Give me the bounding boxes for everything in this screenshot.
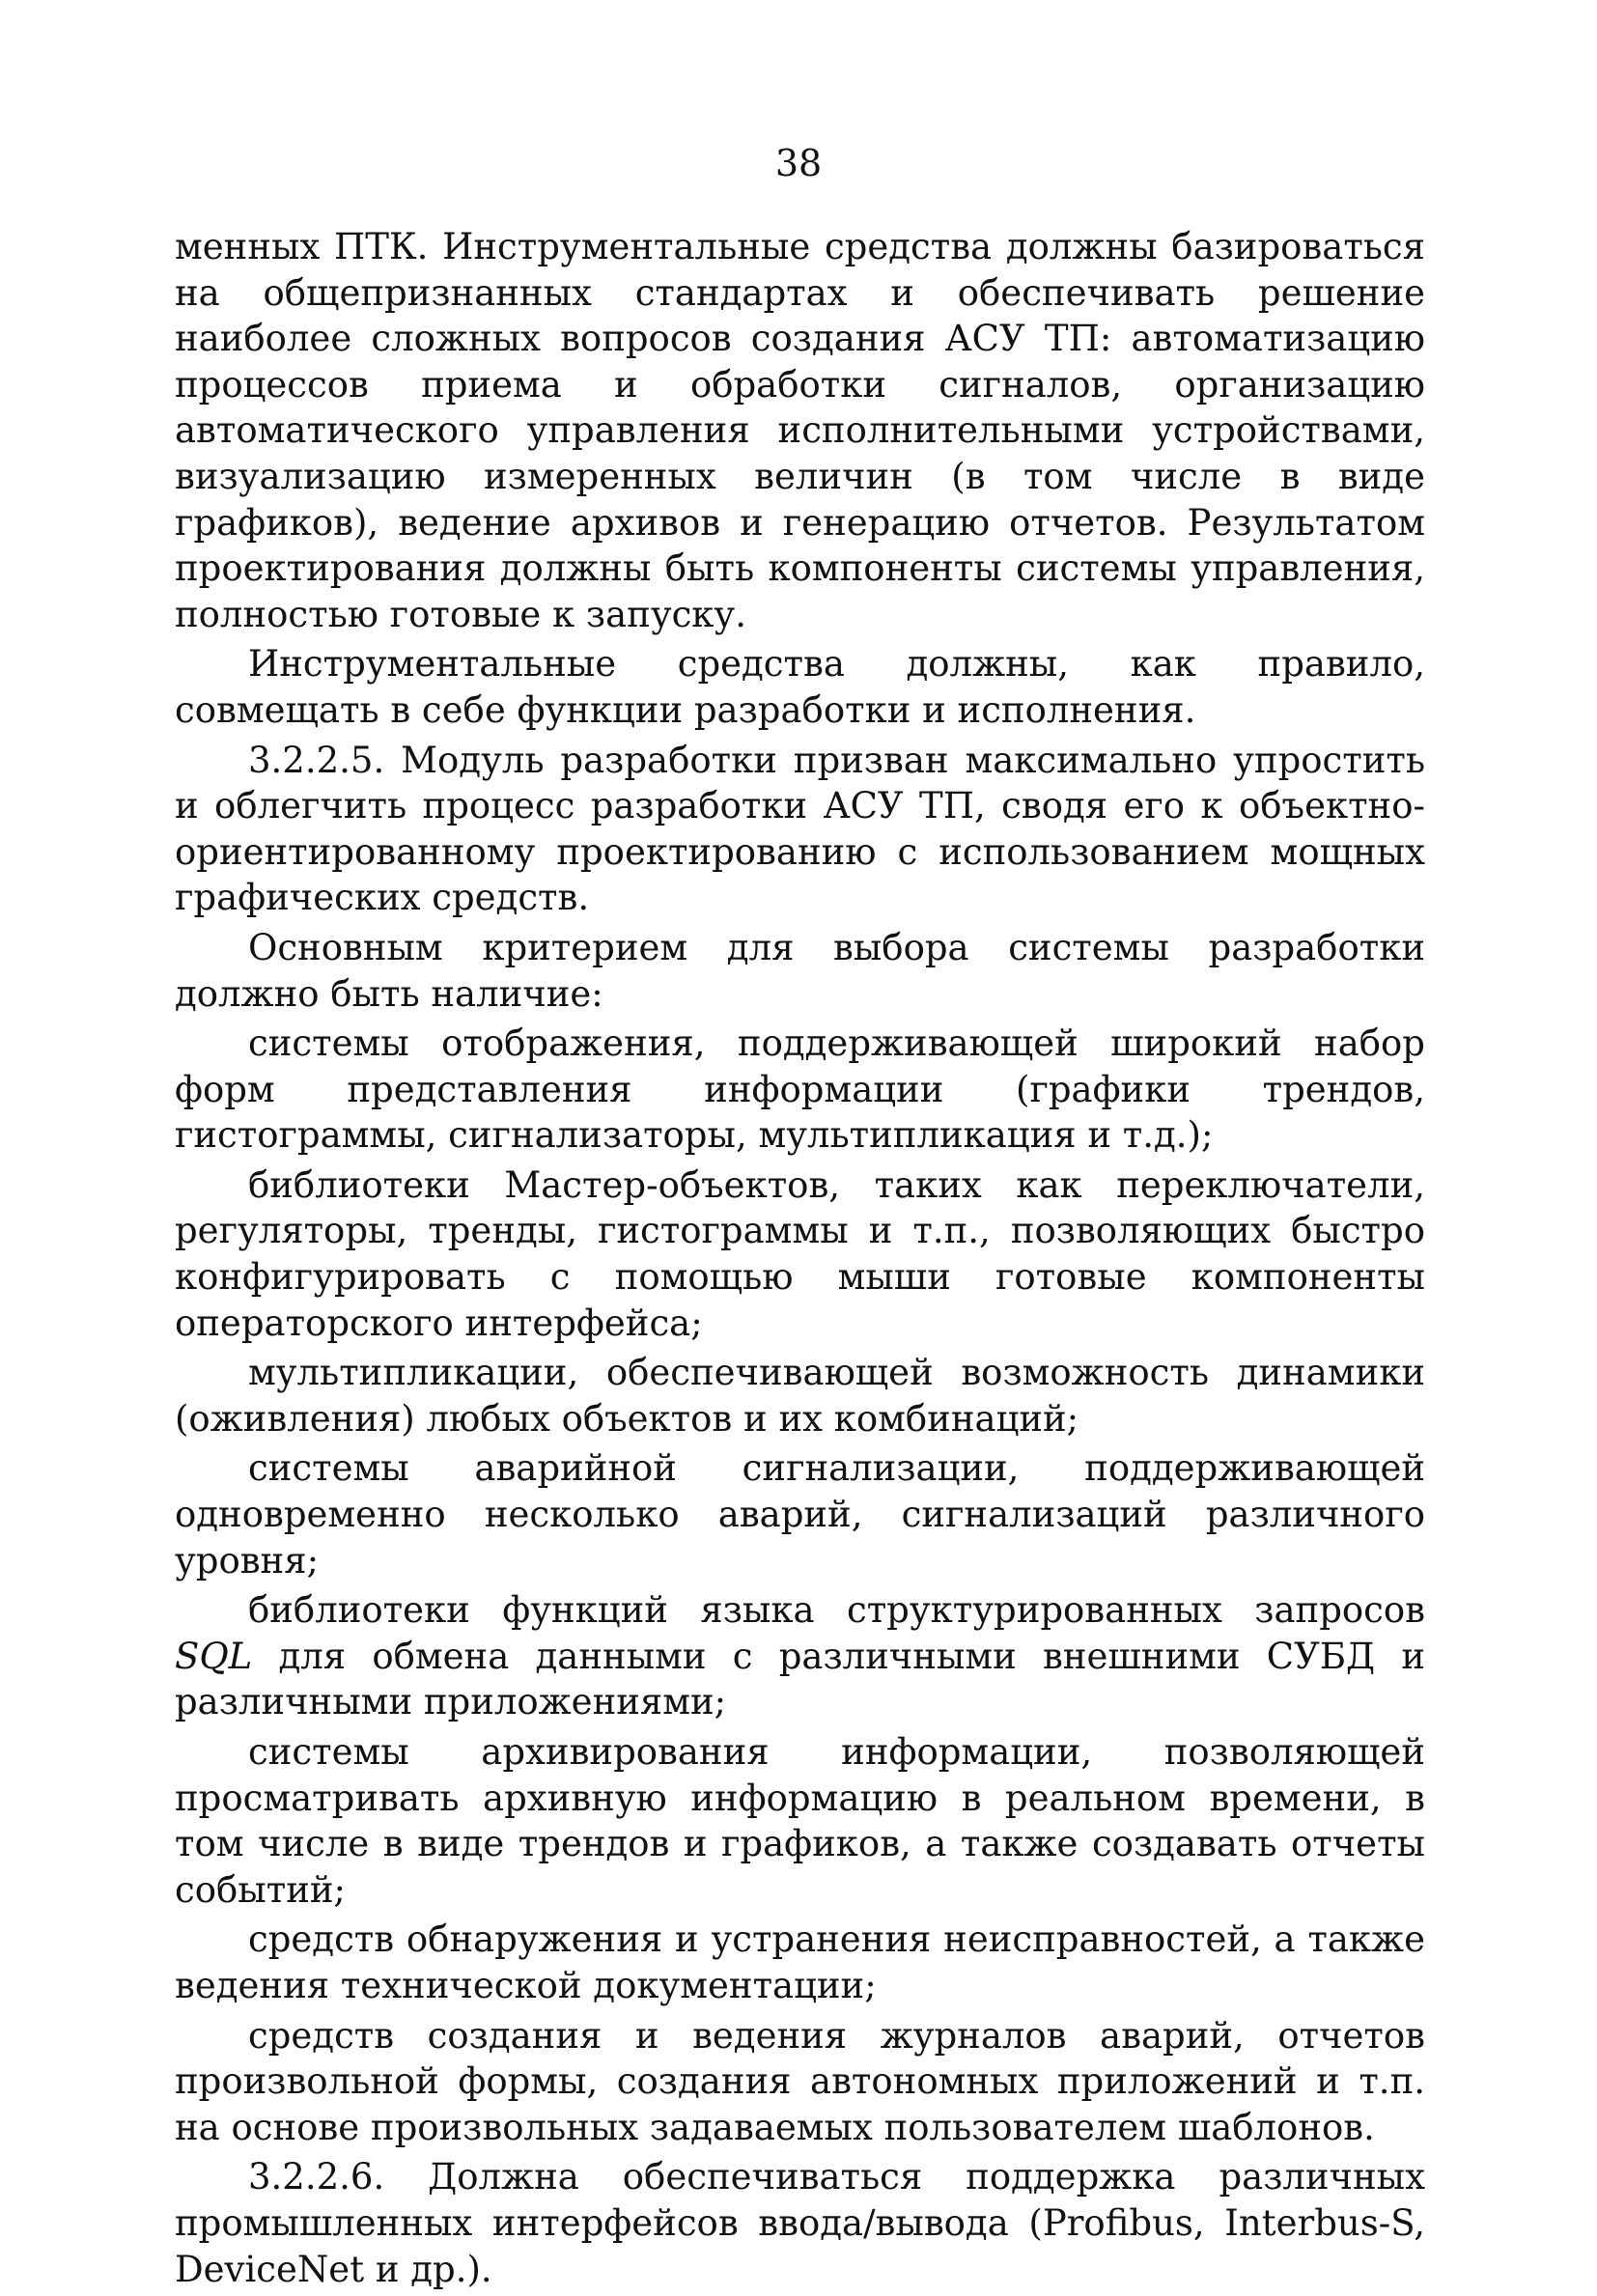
- paragraph-3-2-2-5: 3.2.2.5. Модуль разработки призван максимально упростить и облегчить процесс разработки АСУ ТП, сводя его к объектно-ориентированному проектированию с использованием мощных графических средств.: [175, 739, 1425, 919]
- list-item-archiving: системы архивирования информации, позволяющей просматривать архивную информацию в реальном времени, в том числе в виде трендов и графиков, а также создавать отчеты событий;: [175, 1731, 1425, 1911]
- list-item-troubleshooting: средств обнаружения и устранения неисправностей, а также ведения технической документации;: [175, 1918, 1425, 2006]
- sql-text-before: библиотеки функций языка структурированных запросов: [248, 1589, 1425, 1632]
- list-item-sql-library: [175, 1587, 1425, 1725]
- sql-emphasis: SQL: [175, 1635, 253, 1677]
- paragraph-selection-criteria: Основным критерием для выбора системы разработки должно быть наличие:: [175, 926, 1425, 1015]
- list-item-master-objects: библиотеки Мастер-объектов, таких как переключатели, регуляторы, тренды, гистограммы и т.п., позволяющих быстро конфигурировать с помощью мыши готовые компоненты операторского интерфейса;: [175, 1163, 1425, 1344]
- paragraph-3-2-2-6: 3.2.2.6. Должна обеспечиваться поддержка различных промышленных интерфейсов ввода/вывода (Profibus, Interbus-S, DeviceNet и др.).: [175, 2156, 1425, 2290]
- sql-text-after: для обмена данными с различными внешними СУБД и различными приложениями;: [175, 1635, 1425, 1723]
- paragraph-tool-functions: Инструментальные средства должны, как правило, совмещать в себе функции разработки и исполнения.: [175, 643, 1425, 731]
- page-number: 38: [774, 142, 823, 184]
- list-item-display-system: системы отображения, поддерживающей широкий набор форм представления информации (графики трендов, гистограммы, сигнализаторы, мультипликация и т.д.);: [175, 1022, 1425, 1157]
- list-item-animation: мультипликации, обеспечивающей возможность динамики (оживления) любых объектов и их комбинаций;: [175, 1352, 1425, 1440]
- paragraph-continued-ptk: менных ПТК. Инструментальные средства должны базироваться на общепризнанных стандартах и обеспечивать решение наиболее сложных вопросов создания АСУ ТП: автоматизацию процессов приема и обработки сигналов, организацию автоматического управления исполнительными устройствами, визуализацию измеренных величин (в том числе в виде графиков), ведение архивов и генерацию отчетов. Результатом проектирования должны быть компоненты системы управления, полностью готовые к запуску.: [175, 226, 1425, 635]
- body-text: [175, 224, 1425, 2296]
- list-item-alarm-system: системы аварийной сигнализации, поддерживающей одновременно несколько аварий, сигнализаций различного уровня;: [175, 1447, 1425, 1582]
- list-item-journals: средств создания и ведения журналов аварий, отчетов произвольной формы, создания автономных приложений и т.п. на основе произвольных задаваемых пользователем шаблонов.: [175, 2014, 1425, 2148]
